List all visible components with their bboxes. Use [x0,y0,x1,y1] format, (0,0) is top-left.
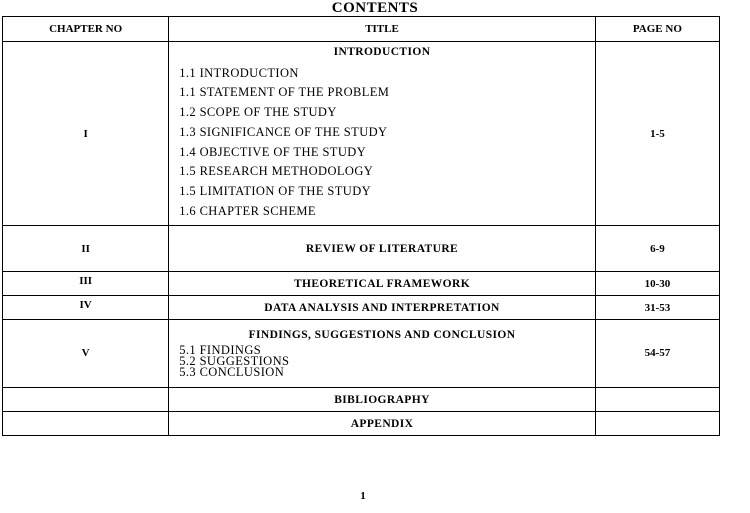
table-row [3,320,720,388]
page-range: 31-53 [595,296,719,320]
chapter-title: THEORETICAL FRAMEWORK [169,272,596,296]
chapter-number [3,412,169,436]
chapter-number: V [3,320,169,388]
section-item: 5.3 CONCLUSION [179,365,285,379]
page-range: 1-5 [595,42,719,226]
table-row [3,412,720,436]
table-row [3,272,720,296]
page-title: CONTENTS [331,0,419,16]
page-range: 6-9 [595,226,719,272]
chapter-number: I [3,42,169,226]
table-row [3,226,720,272]
table-row [3,388,720,412]
section-item: 1.6 CHAPTER SCHEME [179,203,316,218]
chapter-number: II [3,226,169,272]
chapter-number [3,388,169,412]
section-item: 5.1 FINDINGS [179,343,262,357]
chapter-title: BIBLIOGRAPHY [169,388,596,412]
section-item: 1.3 SIGNIFICANCE OF THE STUDY [179,124,388,139]
section-item: 1.5 RESEARCH METHODOLOGY [179,164,374,179]
section-item: 1.1 INTRODUCTION [179,65,299,80]
chapter-title-cell [169,42,596,226]
header-title: TITLE [169,17,596,42]
page-range [595,412,719,436]
table-header-row [3,17,720,42]
table-row [3,42,720,226]
section-item: 1.2 SCOPE OF THE STUDY [179,105,337,120]
header-chapter-no: CHAPTER NO [3,17,169,42]
chapter-title: FINDINGS, SUGGESTIONS AND CONCLUSION [248,329,516,341]
section-item: 1.5 LIMITATION OF THE STUDY [179,183,372,198]
chapter-title: INTRODUCTION [333,45,431,58]
page-number: 1 [360,490,366,502]
section-item: 1.1 STATEMENT OF THE PROBLEM [179,85,390,100]
chapter-title: REVIEW OF LITERATURE [169,226,596,272]
chapter-title: DATA ANALYSIS AND INTERPRETATION [169,296,596,320]
chapter-number-text: IV [79,298,92,311]
chapter-number [3,272,169,296]
page-range: 10-30 [595,272,719,296]
chapter-number-text: III [79,274,93,287]
section-item: 1.4 OBJECTIVE OF THE STUDY [179,144,367,159]
chapter-title: APPENDIX [169,412,596,436]
section-item: 5.2 SUGGESTIONS [179,354,290,368]
page-range [595,388,719,412]
chapter-number [3,296,169,320]
page-range: 54-57 [595,320,719,388]
table-row [3,296,720,320]
chapter-title-cell [169,320,596,388]
contents-table [2,16,720,436]
header-page-no: PAGE NO [595,17,719,42]
